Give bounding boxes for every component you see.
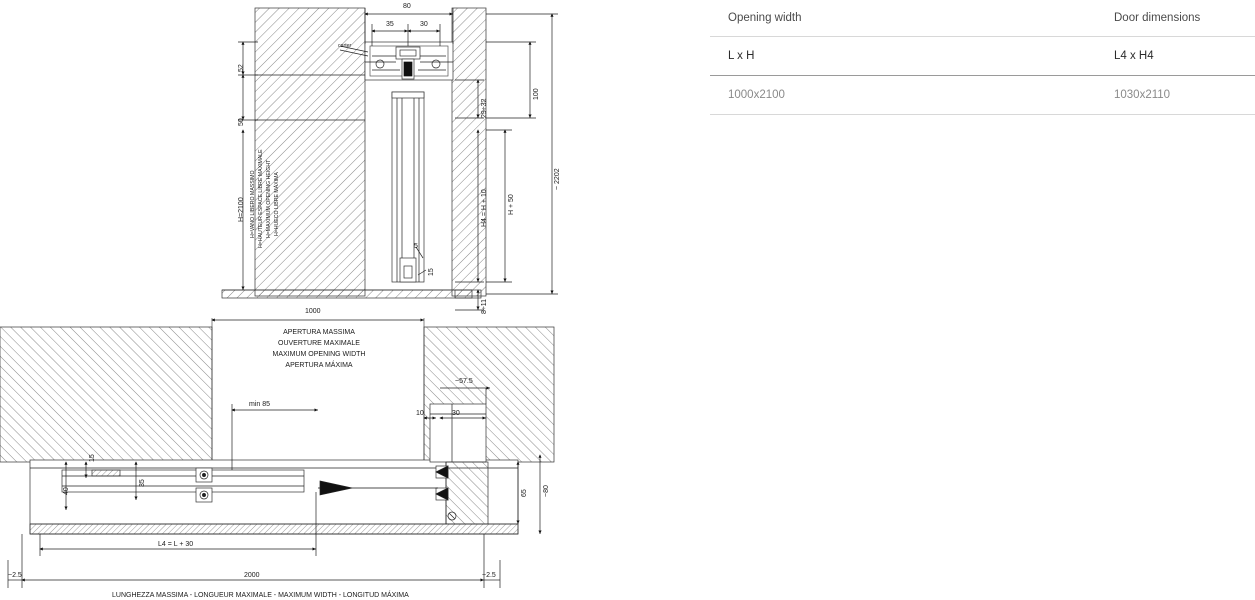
dim-29-32: 29÷32 bbox=[481, 98, 488, 118]
dim-plan-15: 15 bbox=[89, 454, 96, 462]
table-header-row bbox=[710, 0, 1255, 37]
carter-label: carter bbox=[338, 43, 352, 49]
opening-caption-en: MAXIMUM OPENING WIDTH bbox=[272, 351, 366, 358]
dim-h4: H4 = H + 10 bbox=[481, 189, 488, 227]
dim-elev-50: 50 bbox=[238, 118, 245, 126]
table-cell-l4xh4: L4 x H4 bbox=[1114, 50, 1154, 62]
dim-elev-30: 30 bbox=[420, 21, 428, 28]
dim-l4: L4 = L + 30 bbox=[158, 541, 194, 548]
dimensions-table bbox=[710, 0, 1255, 140]
table-cell-door-1030x2110: 1030x2110 bbox=[1114, 89, 1171, 101]
dim-right-2-5: ~2.5 bbox=[482, 572, 496, 579]
dim-elev-15: 15 bbox=[428, 268, 435, 276]
height-note-en: H=MAXIMUM OPENING HEIGHT bbox=[266, 159, 272, 238]
table-header-opening-width: Opening width bbox=[728, 12, 802, 24]
dim-min-85: min 85 bbox=[249, 401, 271, 408]
dim-elev-80: 80 bbox=[403, 3, 411, 10]
table-row bbox=[710, 37, 1255, 76]
dim-elev-5: 5 bbox=[414, 243, 418, 250]
dim-plan-1000: 1000 bbox=[305, 308, 321, 315]
dim-8-11: 8÷11 bbox=[481, 298, 488, 314]
table-row bbox=[710, 76, 1255, 115]
dim-elev-100: 100 bbox=[533, 88, 540, 100]
opening-caption-fr: OUVERTURE MAXIMALE bbox=[278, 340, 360, 347]
dim-plan-80: ~80 bbox=[543, 485, 550, 497]
opening-caption-it: APERTURA MASSIMA bbox=[283, 329, 355, 336]
table-cell-opening-1000x2100: 1000x2100 bbox=[728, 89, 785, 101]
dim-plan-40: 40 bbox=[63, 487, 70, 495]
dim-57-5: ~57.5 bbox=[455, 378, 473, 385]
dim-left-2-5: ~2.5 bbox=[8, 572, 22, 579]
dim-plan-10: 10 bbox=[416, 410, 424, 417]
dim-plan-30: 30 bbox=[452, 410, 460, 417]
dim-elev-52: 52 bbox=[238, 64, 245, 72]
dim-h-2100: H=2100 bbox=[238, 197, 245, 222]
table-header-door-dimensions: Door dimensions bbox=[1114, 12, 1201, 24]
height-note-es: H=HUECO LIBRE MÁXIMA bbox=[274, 172, 280, 236]
dim-plan-65: 65 bbox=[521, 489, 528, 497]
table-cell-lxh: L x H bbox=[728, 50, 755, 62]
plan-bottom-caption: LUNGHEZZA MASSIMA - LONGUEUR MAXIMALE - MAXIMUM WIDTH - LONGITUD MÁXIMA bbox=[112, 592, 409, 599]
dim-plan-2000: 2000 bbox=[244, 572, 260, 579]
dim-2202: ~ 2202 bbox=[554, 168, 561, 190]
height-note-it: H=VANO LIBERO MASSIMO bbox=[250, 170, 256, 238]
dim-h-plus-50: H + 50 bbox=[508, 194, 515, 215]
dim-elev-35: 35 bbox=[386, 21, 394, 28]
opening-caption-es: APERTURA MÁXIMA bbox=[285, 362, 353, 369]
height-note-fr: H=HAUTEUR ESPACE LIBRE MAXIMALE bbox=[258, 149, 264, 248]
dim-plan-35: 35 bbox=[139, 479, 146, 487]
